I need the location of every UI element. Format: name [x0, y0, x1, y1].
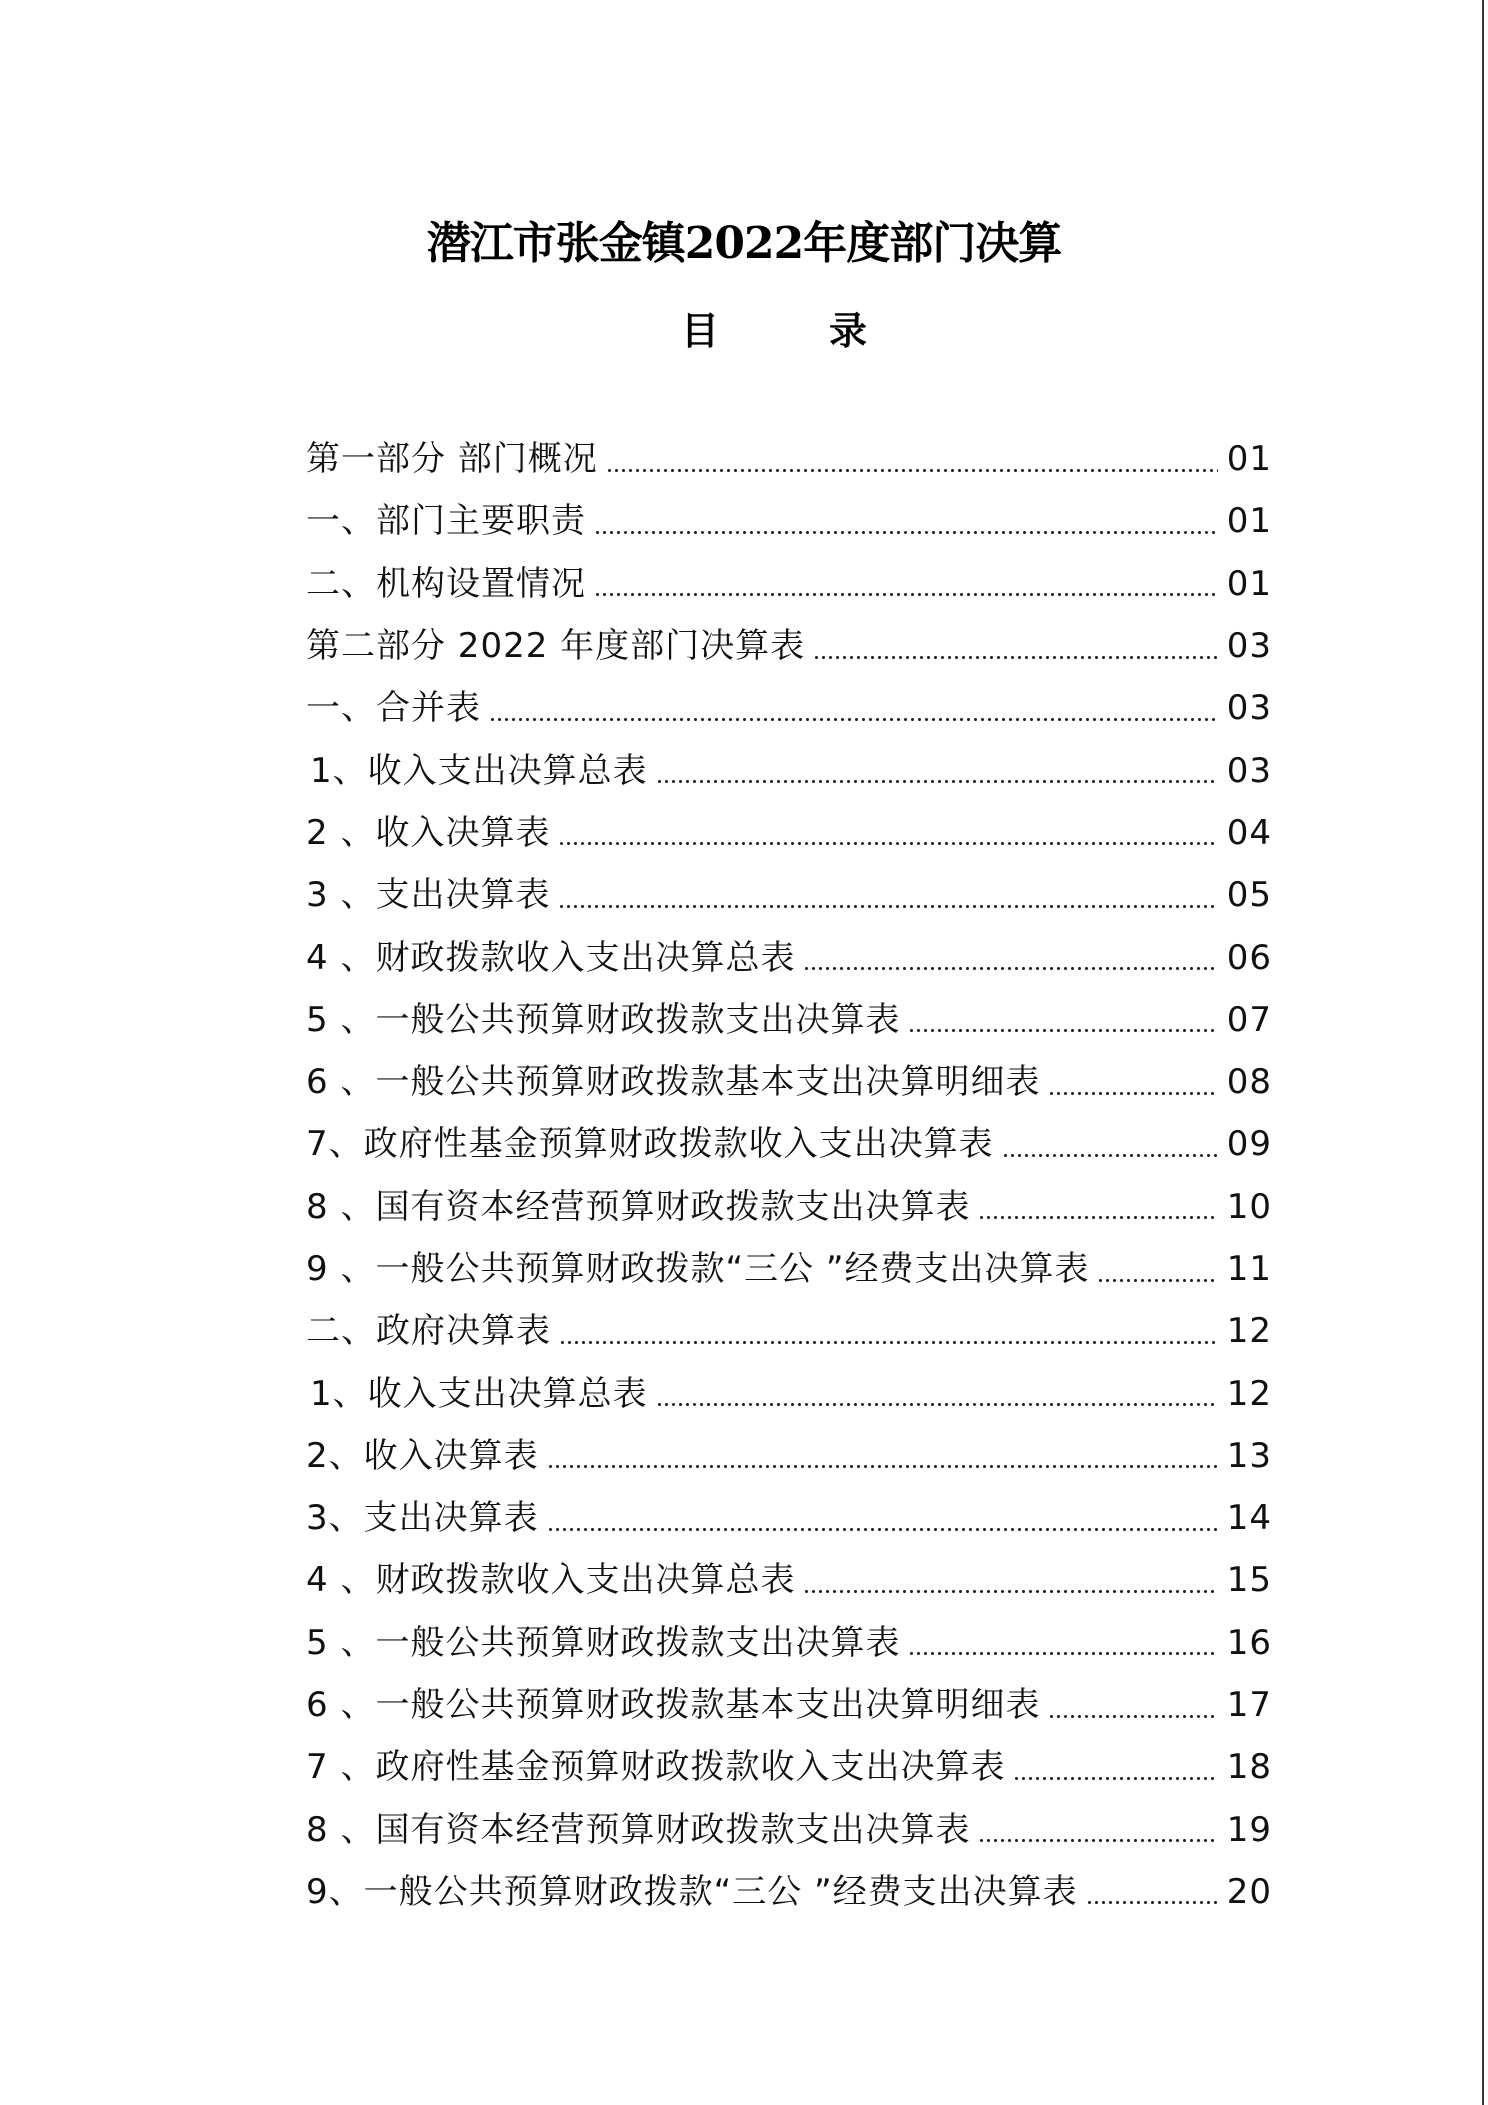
document-title: 潜江市张金镇2022年度部门决算 [426, 218, 1062, 270]
toc-dot-leader [594, 530, 1218, 535]
toc-entry-label: 3、支出决算表 [306, 1498, 539, 1539]
toc-entry-label: 二、政府决算表 [306, 1311, 551, 1352]
toc-entry-page: 18 [1226, 1747, 1272, 1788]
toc-dot-leader [908, 1028, 1218, 1033]
toc-dot-leader [978, 1838, 1218, 1843]
toc-entry-page: 11 [1226, 1249, 1272, 1289]
toc-dot-leader [559, 1340, 1218, 1345]
toc-entry[interactable] [306, 1238, 1272, 1300]
toc-entry-page: 12 [1226, 1311, 1272, 1352]
toc-entry-label: 7、政府性基金预算财政拨款收入支出决算表 [306, 1124, 994, 1165]
toc-entry[interactable] [306, 1300, 1272, 1362]
toc-heading-char-2: 录 [829, 308, 868, 353]
toc-entry-page: 16 [1226, 1622, 1272, 1663]
toc-entry-page: 14 [1226, 1498, 1272, 1539]
toc-dot-leader [1002, 1153, 1218, 1158]
toc-entry-page: 07 [1226, 999, 1272, 1040]
toc-entry-page: 13 [1226, 1435, 1272, 1476]
toc-entry[interactable] [306, 926, 1272, 988]
toc-entry[interactable] [306, 1487, 1272, 1549]
toc-entry-label: 一、合并表 [306, 688, 481, 729]
toc-entry-page: 06 [1226, 937, 1272, 978]
toc-entry-page: 04 [1226, 812, 1272, 853]
toc-entry[interactable] [306, 1362, 1272, 1424]
toc-entry[interactable] [306, 864, 1272, 926]
toc-entry-label: 5 、一般公共预算财政拨款支出决算表 [306, 1622, 901, 1663]
toc-entry-page: 20 [1226, 1871, 1272, 1912]
toc-dot-leader [547, 1527, 1218, 1532]
toc-entry-page: 05 [1226, 875, 1272, 916]
toc-entry-page: 09 [1226, 1124, 1272, 1165]
toc-entry-label: 一、部门主要职责 [306, 501, 586, 542]
toc-dot-leader [656, 779, 1218, 784]
toc-entry-page: 10 [1226, 1186, 1272, 1227]
toc-dot-leader [1048, 1714, 1218, 1719]
toc-entry[interactable] [306, 739, 1272, 801]
toc-dot-leader [803, 1589, 1218, 1594]
toc-entry-label: 6 、一般公共预算财政拨款基本支出决算明细表 [306, 1062, 1041, 1103]
toc-entry[interactable] [306, 1176, 1272, 1238]
toc-entry[interactable] [306, 428, 1272, 490]
toc-entry-label: 6 、一般公共预算财政拨款基本支出决算明细表 [306, 1685, 1041, 1726]
toc-entry-page: 01 [1226, 439, 1272, 480]
toc-dot-leader [803, 966, 1218, 971]
toc-entry-page: 19 [1226, 1809, 1272, 1850]
toc-heading [0, 300, 1488, 355]
table-of-contents [306, 428, 1272, 1923]
toc-entry-label: 4 、财政拨款收入支出决算总表 [306, 937, 796, 978]
toc-entry[interactable] [306, 677, 1272, 739]
toc-dot-leader [1097, 1278, 1218, 1283]
toc-entry[interactable] [306, 1549, 1272, 1611]
toc-entry-label: 第二部分 2022 年度部门决算表 [306, 626, 806, 667]
toc-entry-page: 01 [1226, 563, 1272, 604]
toc-entry-label: 4 、财政拨款收入支出决算总表 [306, 1560, 796, 1601]
toc-entry-label: 5 、一般公共预算财政拨款支出决算表 [306, 999, 901, 1040]
toc-entry[interactable] [306, 1612, 1272, 1674]
toc-entry-label: 9、一般公共预算财政拨款“三公 ”经费支出决算表 [306, 1871, 1078, 1912]
toc-entry[interactable] [306, 802, 1272, 864]
toc-entry-page: 03 [1226, 750, 1272, 791]
toc-heading-char-1: 目 [680, 308, 719, 353]
toc-entry[interactable] [306, 615, 1272, 677]
toc-dot-leader [908, 1651, 1218, 1656]
toc-entry[interactable] [306, 989, 1272, 1051]
toc-entry[interactable] [306, 1674, 1272, 1736]
toc-entry[interactable] [306, 1113, 1272, 1175]
toc-entry-label: 7 、政府性基金预算财政拨款收入支出决算表 [306, 1747, 1006, 1788]
toc-dot-leader [1086, 1900, 1218, 1905]
toc-entry-label: 9 、一般公共预算财政拨款“三公 ”经费支出决算表 [306, 1249, 1090, 1289]
toc-dot-leader [1013, 1776, 1218, 1781]
toc-entry-label: 1、收入支出决算总表 [310, 1373, 648, 1414]
toc-dot-leader [489, 717, 1218, 722]
toc-dot-leader [558, 841, 1218, 846]
toc-dot-leader [558, 904, 1218, 909]
toc-dot-leader [656, 1402, 1218, 1407]
toc-entry[interactable] [306, 553, 1272, 615]
toc-entry-label: 1、收入支出决算总表 [310, 750, 648, 791]
toc-entry-page: 12 [1226, 1373, 1272, 1414]
toc-entry-label: 8 、国有资本经营预算财政拨款支出决算表 [306, 1809, 971, 1850]
toc-dot-leader [594, 592, 1218, 597]
toc-entry[interactable] [306, 490, 1272, 552]
toc-entry[interactable] [306, 1051, 1272, 1113]
toc-entry-page: 03 [1226, 688, 1272, 729]
toc-entry-page: 08 [1226, 1062, 1272, 1103]
toc-entry[interactable] [306, 1799, 1272, 1861]
toc-entry[interactable] [306, 1861, 1272, 1923]
toc-dot-leader [1048, 1091, 1218, 1096]
toc-dot-leader [813, 655, 1218, 660]
toc-dot-leader [547, 1464, 1218, 1469]
toc-dot-leader [978, 1215, 1218, 1220]
toc-entry-page: 15 [1226, 1560, 1272, 1601]
toc-entry-page: 01 [1226, 501, 1272, 542]
toc-entry-label: 2 、收入决算表 [306, 812, 551, 853]
toc-entry-label: 8 、国有资本经营预算财政拨款支出决算表 [306, 1186, 971, 1227]
toc-entry[interactable] [306, 1736, 1272, 1798]
toc-entry-label: 第一部分 部门概况 [306, 439, 598, 480]
toc-entry[interactable] [306, 1425, 1272, 1487]
toc-dot-leader [606, 468, 1218, 473]
toc-entry-label: 二、机构设置情况 [306, 563, 586, 604]
toc-entry-page: 17 [1226, 1685, 1272, 1726]
toc-entry-page: 03 [1226, 626, 1272, 667]
toc-entry-label: 3 、支出决算表 [306, 875, 551, 916]
toc-entry-label: 2、收入决算表 [306, 1435, 539, 1476]
